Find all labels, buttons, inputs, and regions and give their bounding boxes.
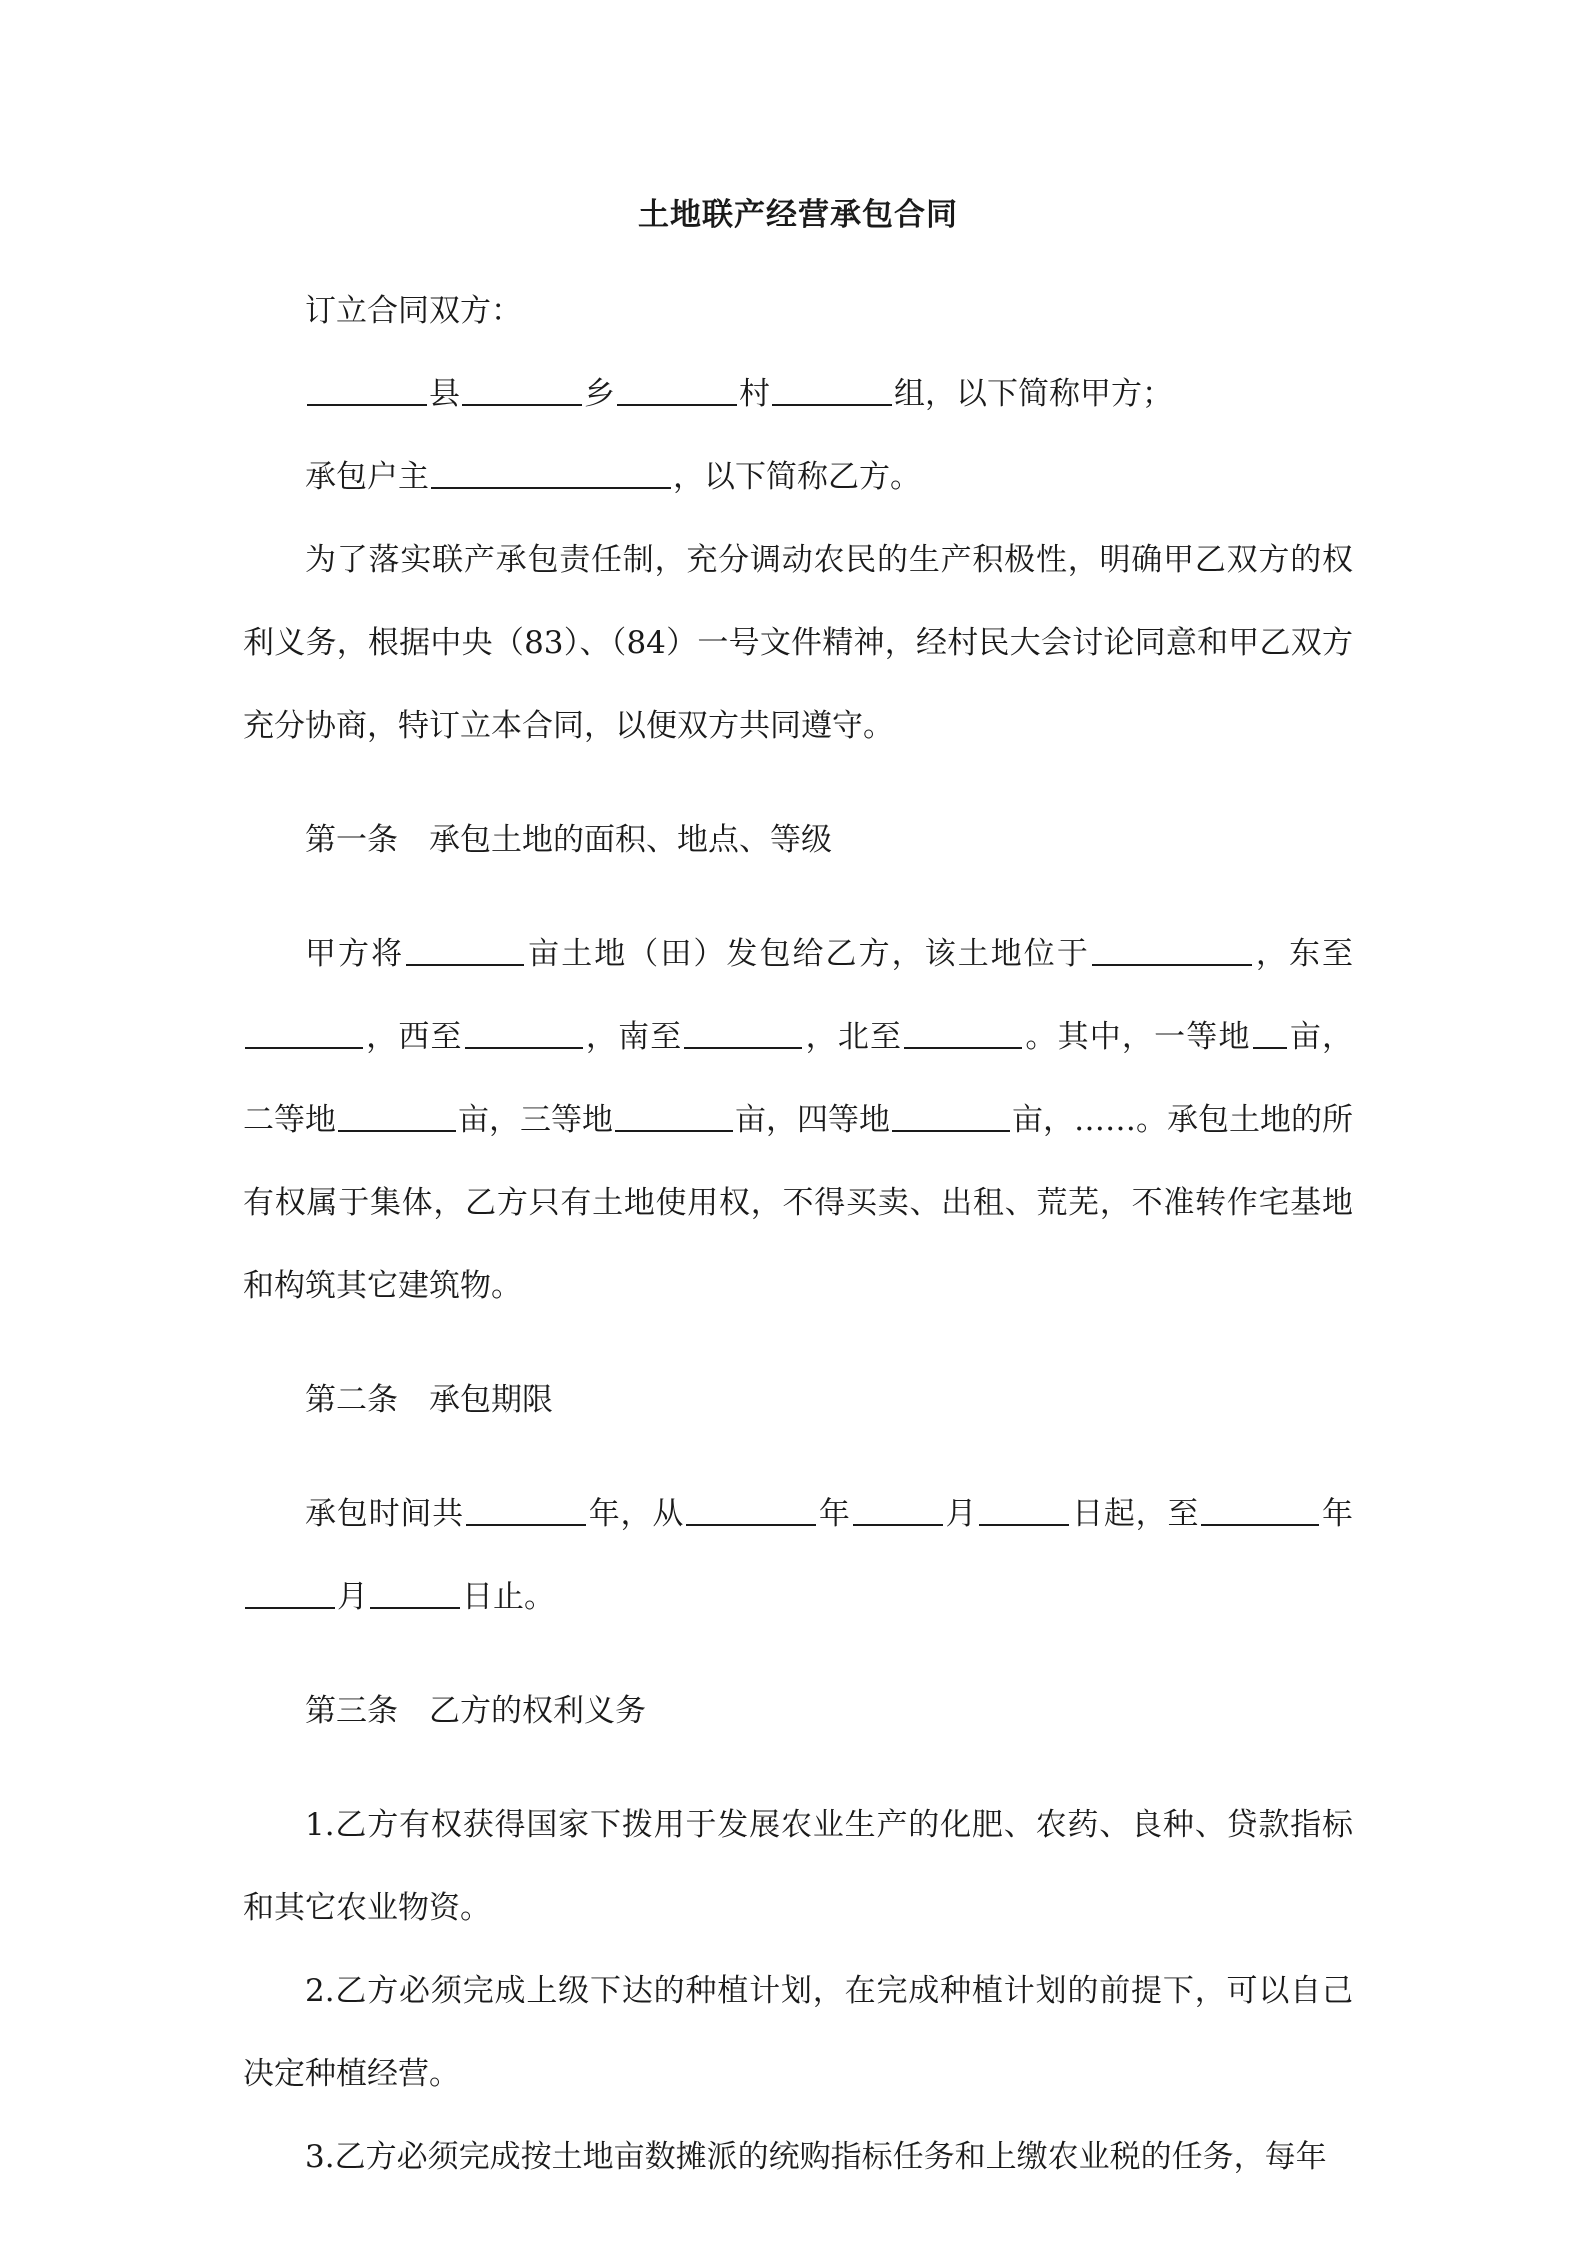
a1-text: 亩，三等地 [458, 1102, 613, 1138]
article-1-number: 第一条 [305, 822, 398, 858]
a1-text: ，西至 [365, 1019, 463, 1055]
a1-text: 亩，四等地 [735, 1102, 890, 1138]
location-blank [1092, 963, 1252, 966]
householder-blank [431, 486, 671, 489]
a2-text: 年 [818, 1496, 851, 1532]
a2-text: 日起，至 [1071, 1496, 1200, 1532]
a1-text: 亩土地（田）发包给乙方，该土地位于 [526, 936, 1090, 972]
article-1-heading [243, 799, 1353, 882]
county-blank [307, 403, 427, 406]
term-years-blank [466, 1523, 586, 1526]
village-label: 村 [739, 376, 770, 412]
south-blank [684, 1046, 802, 1049]
start-month-blank [853, 1523, 943, 1526]
article-2-body [243, 1473, 1353, 1639]
article-3-heading [243, 1670, 1353, 1753]
article-3-title: 乙方的权利义务 [429, 1693, 646, 1729]
article-2-heading [243, 1359, 1353, 1442]
north-blank [904, 1046, 1022, 1049]
a2-text: 月 [337, 1579, 368, 1615]
article-1-body [243, 913, 1353, 1328]
article-3-number: 第三条 [305, 1693, 398, 1729]
article-3-item-1: 1.乙方有权获得国家下拨用于发展农业生产的化肥、农药、良种、贷款指标和其它农业物资。 [243, 1807, 1353, 1926]
east-blank [245, 1046, 363, 1049]
article-3-item-2: 2.乙方必须完成上级下达的种植计划，在完成种植计划的前提下，可以自己决定种植经营。 [243, 1973, 1353, 2092]
a1-text: 甲方将 [305, 936, 405, 972]
a1-text: ，南至 [584, 1019, 683, 1055]
party-b-prefix: 承包户主 [305, 459, 429, 495]
a2-text: 年，从 [587, 1496, 685, 1532]
start-day-blank [979, 1523, 1069, 1526]
article-2-number: 第二条 [305, 1382, 398, 1418]
grade-2-blank [338, 1129, 456, 1132]
west-blank [465, 1046, 583, 1049]
township-blank [462, 403, 582, 406]
a1-text: 至 [1322, 936, 1353, 972]
end-day-blank [370, 1606, 460, 1609]
end-month-blank [245, 1606, 335, 1609]
a1-text: 亩，……。承包土地的所有权属于集体，乙方只有土地使用权，不得买卖、出租、荒芜，不准转作宅基地和构筑其它建筑物。 [243, 1102, 1353, 1304]
township-label: 乡 [584, 376, 615, 412]
group-blank [772, 403, 892, 406]
article-1-title: 承包土地的面积、地点、等级 [429, 822, 832, 858]
county-label: 县 [429, 376, 460, 412]
article-2-title: 承包期限 [429, 1382, 553, 1418]
start-year-blank [686, 1523, 816, 1526]
a2-text: 承包时间共 [305, 1496, 464, 1532]
document-title: 土地联产经营承包合同 [638, 197, 958, 233]
party-b-line [243, 436, 1353, 519]
grade-4-blank [892, 1129, 1010, 1132]
a2-text: 年 [1321, 1496, 1354, 1532]
article-3-item-3: 3.乙方必须完成按土地亩数摊派的统购指标任务和上缴农业税的任务，每年 [305, 2139, 1327, 2175]
a1-text: 。其中，一等地 [1024, 1019, 1251, 1055]
party-a-line [243, 353, 1353, 436]
a2-text: 月 [944, 1496, 978, 1532]
party-b-suffix: ，以下简称乙方。 [673, 459, 921, 495]
grade-1-blank [1253, 1046, 1287, 1049]
contract-page [243, 185, 1353, 2199]
grade-3-blank [615, 1129, 733, 1132]
preamble: 为了落实联产承包责任制，充分调动农民的生产积极性，明确甲乙双方的权利义务，根据中央（83）、（84）一号文件精神，经村民大会讨论同意和甲乙双方充分协商，特订立本合同，以便双方共同遵守。 [243, 542, 1353, 744]
a1-text: ，北至 [804, 1019, 903, 1055]
area-blank [406, 963, 524, 966]
group-label: 组，以下简称甲方； [894, 376, 1173, 412]
parties-intro: 订立合同双方： [305, 293, 522, 329]
a1-text: 亩，二等地 [243, 1019, 1354, 1138]
a1-text: ，东 [1253, 936, 1322, 972]
a2-text: 日止。 [462, 1579, 555, 1615]
end-year-blank [1201, 1523, 1319, 1526]
village-blank [617, 403, 737, 406]
